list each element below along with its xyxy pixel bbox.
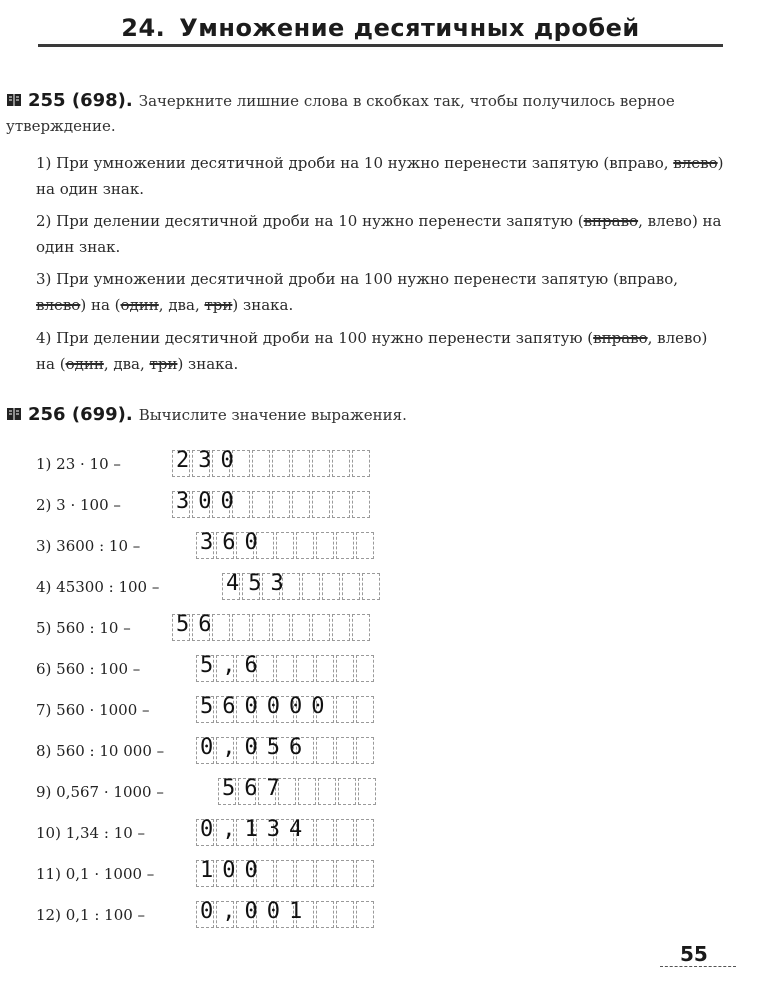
answer-cell <box>316 737 334 764</box>
struck-word: один <box>65 355 104 373</box>
answer-cell <box>352 614 370 641</box>
handwritten-answer[interactable]: 567 <box>222 776 289 801</box>
calc-expression: 1) 23 · 10 – <box>36 455 121 473</box>
calc-row <box>36 489 396 523</box>
calc-row <box>36 858 396 892</box>
calc-row <box>36 571 396 605</box>
answer-cell <box>316 532 334 559</box>
calc-row <box>36 612 396 646</box>
answer-cell <box>292 614 310 641</box>
calc-expression: 11) 0,1 · 1000 – <box>36 865 155 883</box>
answer-cell <box>358 778 376 805</box>
statement-text: , влево) на ( <box>36 329 708 373</box>
calc-expression: 4) 45300 : 100 – <box>36 578 160 596</box>
answer-cell <box>276 532 294 559</box>
statement-3 <box>36 266 726 318</box>
answer-cell <box>316 901 334 928</box>
calc-expression: 9) 0,567 · 1000 – <box>36 783 164 801</box>
calc-expression: 7) 560 · 1000 – <box>36 701 150 719</box>
answer-cell <box>356 737 374 764</box>
calc-row <box>36 653 396 687</box>
handwritten-answer[interactable]: 100 <box>200 858 267 883</box>
calc-row <box>36 448 396 482</box>
calc-expression: 12) 0,1 : 100 – <box>36 906 146 924</box>
answer-cell <box>312 614 330 641</box>
calc-row <box>36 817 396 851</box>
struck-word: влево <box>36 296 81 314</box>
answer-cell <box>292 450 310 477</box>
struck-word: вправо <box>593 329 648 347</box>
handwritten-answer[interactable]: 360 <box>200 530 267 555</box>
answer-cell <box>252 614 270 641</box>
calc-expression: 10) 1,34 : 10 – <box>36 824 146 842</box>
task-256-text: Вычислите значение выражения. <box>138 406 407 424</box>
statement-1 <box>36 150 726 202</box>
answer-cell <box>312 491 330 518</box>
answer-cell <box>352 491 370 518</box>
book-icon <box>6 93 22 107</box>
handwritten-answer[interactable]: 56 <box>176 612 221 637</box>
page-number-line <box>660 966 736 967</box>
task-256-number: 256 (699). <box>28 404 133 425</box>
answer-cell <box>322 573 340 600</box>
struck-word: три <box>204 296 233 314</box>
calc-row <box>36 899 396 933</box>
struck-word: вправо <box>583 212 639 230</box>
calc-expression: 6) 560 : 100 – <box>36 660 141 678</box>
handwritten-answer[interactable]: 0,001 <box>200 899 312 924</box>
answer-cell <box>336 860 354 887</box>
answer-cell <box>316 860 334 887</box>
calc-row <box>36 694 396 728</box>
answer-cell <box>338 778 356 805</box>
answer-cell <box>252 450 270 477</box>
handwritten-answer[interactable]: 0,056 <box>200 735 312 760</box>
struck-word: один <box>120 296 159 314</box>
answer-cell <box>316 819 334 846</box>
answer-cell <box>296 860 314 887</box>
calc-row <box>36 735 396 769</box>
answer-cell <box>336 696 354 723</box>
section-title <box>121 14 639 42</box>
answer-cell <box>296 532 314 559</box>
answer-cell <box>298 778 316 805</box>
statement-text: , два, <box>158 296 205 314</box>
statement-text: 4) При делении десятичной дроби на 100 нужно перенести запятую ( <box>36 329 594 347</box>
answer-cell <box>232 614 250 641</box>
statement-text: ) на ( <box>80 296 121 314</box>
handwritten-answer[interactable]: 0,134 <box>200 817 312 842</box>
calc-expression: 5) 560 : 10 – <box>36 619 131 637</box>
answer-cell <box>272 614 290 641</box>
calc-expression: 8) 560 : 10 000 – <box>36 742 165 760</box>
task-255-text: Зачеркните лишние слова в скобках так, чтобы получилось верное утверждение. <box>6 92 675 135</box>
answer-cell <box>318 778 336 805</box>
answer-cell <box>336 532 354 559</box>
answer-cell <box>296 655 314 682</box>
answer-cell <box>356 655 374 682</box>
statement-text: , два, <box>103 355 150 373</box>
answer-cell <box>332 491 350 518</box>
section-number: 24. <box>121 14 166 42</box>
statement-text: ) знака. <box>177 355 239 373</box>
answer-cell <box>302 573 320 600</box>
answer-cell <box>362 573 380 600</box>
statement-text: ) знака. <box>232 296 294 314</box>
page-number: 55 <box>680 942 708 966</box>
answer-cell <box>272 450 290 477</box>
statement-text: 3) При умножении десятичной дроби на 100 нужно перенести запятую (вправо, <box>36 270 679 288</box>
answer-cell <box>276 655 294 682</box>
handwritten-answer[interactable]: 300 <box>176 489 243 514</box>
section-title-text: Умножение десятичных дробей <box>179 14 640 42</box>
answer-cell <box>342 573 360 600</box>
answer-cell <box>336 819 354 846</box>
statement-text: ) на один знак. <box>36 154 724 198</box>
calc-row <box>36 530 396 564</box>
answer-cell <box>356 901 374 928</box>
statement-4 <box>36 325 726 377</box>
section-header <box>38 14 723 47</box>
book-icon <box>6 407 22 421</box>
answer-cell <box>272 491 290 518</box>
answer-cell <box>312 450 330 477</box>
answer-cell <box>356 532 374 559</box>
answer-cell <box>316 655 334 682</box>
statement-text: 1) При умножении десятичной дроби на 10 нужно перенести запятую (вправо, <box>36 154 674 172</box>
answer-cell <box>336 655 354 682</box>
answer-cell <box>252 491 270 518</box>
task-256-heading <box>6 402 407 428</box>
answer-cell <box>276 860 294 887</box>
calc-expression: 3) 3600 : 10 – <box>36 537 141 555</box>
calc-row <box>36 776 396 810</box>
answer-cell <box>336 901 354 928</box>
answer-cell <box>332 450 350 477</box>
struck-word: влево <box>673 154 718 172</box>
answer-cell <box>332 614 350 641</box>
answer-cell <box>292 491 310 518</box>
answer-cell <box>352 450 370 477</box>
statement-text: , влево) на один знак. <box>36 212 722 256</box>
answer-cell <box>356 860 374 887</box>
answer-cell <box>356 696 374 723</box>
struck-word: три <box>149 355 178 373</box>
answer-cell <box>356 819 374 846</box>
handwritten-answer[interactable]: 5,6 <box>200 653 267 678</box>
calc-expression: 2) 3 · 100 – <box>36 496 121 514</box>
statement-text: 2) При делении десятичной дроби на 10 нужно перенести запятую ( <box>36 212 584 230</box>
statement-2 <box>36 208 726 260</box>
task-255-heading <box>6 88 721 139</box>
handwritten-answer[interactable]: 230 <box>176 448 243 473</box>
answer-cell <box>336 737 354 764</box>
handwritten-answer[interactable]: 453 <box>226 571 293 596</box>
task-255-number: 255 (698). <box>28 90 133 111</box>
handwritten-answer[interactable]: 560000 <box>200 694 334 719</box>
